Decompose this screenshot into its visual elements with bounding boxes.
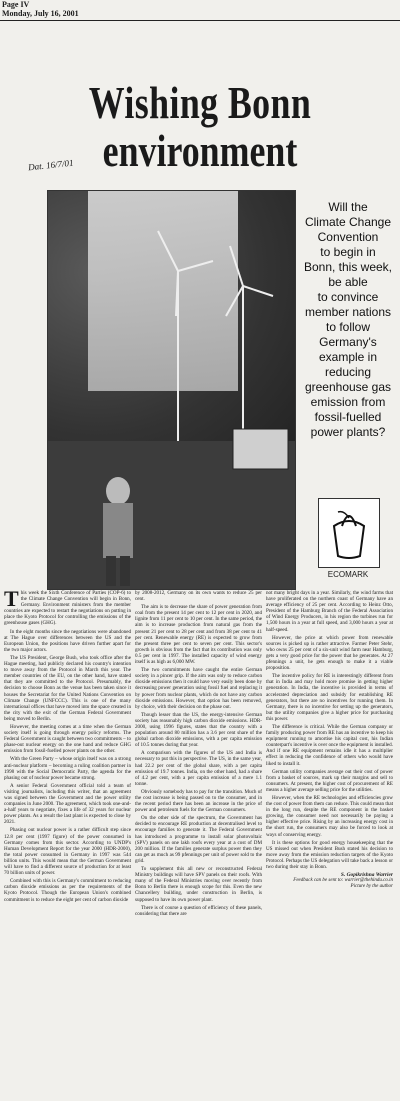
paragraph: Obviously somebody has to pay for the transition. Much of the cost increase is being passed on to the consumer, and in the recent period there has been an increase in the price of power and petroleum fuels for the German consumers. <box>135 788 262 814</box>
page-header <box>0 0 400 20</box>
pull-quote-line: reducing <box>324 365 372 379</box>
paragraph: The two commitments have caught the entire German society in a pincer grip. If the aim was only to reduce carbon dioxide emissions then it could have very easily been done by decreasing power generation using fossil fuel and replacing it by power from nuclear plants, which do not have any carbon dioxide emissions. However, that option has been removed, by choice, with their decision on the phase out. <box>135 667 262 710</box>
issue-date: Monday, July 16, 2001 <box>2 9 79 18</box>
pull-quote-line: power plants? <box>310 425 386 439</box>
handwritten-date-note: Dat. 16/7/01 <box>27 157 74 173</box>
ecomark-pot-icon <box>318 498 380 568</box>
paragraph: In the eight months since the negotiations were abandoned at The Hague over differences between the US and the European Union, the positions have driven further apart for the two major actors. <box>4 628 131 653</box>
paragraph: A comparison with the figures of the US and India is necessary to put this in perspective. The US, in the same year, had 22.2 per cent of the global share, with a per capita emission of 19.7 tonnes. India, on the other hand, had a share of 4.2 per cent, with a per capita emission of a mere 1.1 tonne. <box>135 750 262 787</box>
pull-quote-line: to follow <box>325 320 371 334</box>
paragraph: The difference is critical. While the German company or family producing power from RE has an incentive to keep his equipment running to amortise his capital cost, his Indian counterpart's incentive is over once the equipment is installed. And if one RE equipment remains idle it has a multiplier effect in reducing the confidence of others who would have liked to install it. <box>266 723 393 767</box>
wind-turbines-illustration <box>48 191 295 589</box>
pull-quote-line: member nations <box>304 305 392 319</box>
page-number: Page IV <box>2 0 30 9</box>
paragraph: With the Green Party – whose origin itself was on a strong anti-nuclear platform – becoming a ruling coalition partner in 1998 with the Social Democratic Party, the agenda for the phasing out of nuclear power became strong. <box>4 756 131 781</box>
paragraph: It is these options for good energy housekeeping that the US missed out when President Bush stated his decision to move away from the emission reduction targets of the Kyoto Protocol. Perhaps the US delegation will take back a lesson or two during their stay in Bonn. <box>266 839 393 871</box>
article-body <box>4 590 396 1098</box>
header-rule <box>0 20 400 21</box>
paragraph: Phasing out nuclear power is a rather difficult step since 12.8 per cent (1997 figure) of the power consumed in Germany comes from this sector. According to UNDP's Human Development Report for the year 2000 (HDR-2000), the total power consumed in Germany in 1997 was 544 billion units. This would mean that the German Government will have to find a different source of production for at least 70 billion units of power. <box>4 827 131 877</box>
feedback-line: Feedback can be sent to: warrier@thehindu.co.in <box>293 878 393 884</box>
pull-quote-line: Will the <box>328 200 368 214</box>
article-photo <box>47 190 296 590</box>
paragraph: On the other side of the spectrum, the Government has decided to encourage RE production at decentralised level to encourage families to generate it. The Federal Government has introduced a programme to install solar photovoltaic (SPV) panels on one lakh roofs every year at a cost of DM 200 million. If the families generate surplus power then they can get as much as 99 pfennings per unit of power sold to the grid. <box>135 815 262 864</box>
pull-quote-line: Germany's <box>319 335 377 349</box>
photo-credit: Picture by the author <box>350 884 393 890</box>
pull-quote-line: emission from <box>310 395 386 409</box>
paragraph <box>4 590 131 627</box>
paragraph: The US President, George Bush, who took office after the Hague meeting, had publicly declared his country's intention to move away from the Protocol in March this year. The member countries of the EU, on the other hand, have stated that they are committed to the Protocol. Presumably, the decision to choose Bonn as the venue has been taken since it houses the Secretariat for the United Nations Convention on Climate Change (UNFCCC). This is one of the many international offices that have moved into the space created in the city with the exit of the German Federal Government being moved to Berlin. <box>4 654 131 722</box>
paragraph: To supplement this all new or reconstructed Federal Ministry buildings will have SPV panels on their roofs. With many of the Federal Ministries moving over recently from Bonn to Berlin there is enough scope for this. Even the new Chancellery building, under construction in Berlin, is supposed to have its own power plant. <box>135 866 262 903</box>
pull-quote-line: greenhouse gas <box>304 380 392 394</box>
paragraph: There is of course a question of efficiency of these panels, considering that there are <box>135 904 262 917</box>
pull-quote-line: example in <box>318 350 378 364</box>
paragraph: However, the meeting comes at a time when the German society itself is going through energy policy reforms. The Federal Government is caught between two commitments – to phase-out nuclear energy on the one hand and reduce GHG emission from fossil-fuelled power plants on the other. <box>4 723 131 755</box>
paragraph-text: his week the Sixth Conference of Parties (COP-6) to the Climate Change Convention will begin in Bonn, Germany. Environment ministers from the member countries are expected to restart the negotiations on putting in place the Kyoto Protocol for controlling the emissions of the greenhouse gases (GHG). <box>4 590 131 627</box>
paragraph: not many bright days in a year. Similarly, the wind farms that have proliferated on the northern coast of Germany have an average efficiency of 25 per cent. According to Heinz Otto, President of the Hamburg Branch of the Federal Association of Wind Energy Producers, in his region the turbines run for 1,500 hours in a year at full speed, and 3,000 hours a year at half-speed. <box>266 590 393 633</box>
pull-quote-line: be able <box>328 275 368 289</box>
pull-quote-line: to begin in <box>320 245 376 259</box>
paragraph: The aim is to decrease the share of power generation from coal from the present 14 per cent to 12 per cent in 2020, and lignite from 11 per cent to 10 per cent. In the same period, the aim is to increase production from natural gas from the present 21 per cent to 28 per cent and from 38 per cent to 41 per cent. Renewable energy (RE) is expected to grow from the present three per cent to seven per cent. This sector's growth is obvious from the fact that its contribution was only 0.5 per cent in 1997. The installed capacity of wind energy itself is as high as 6,000 MW. <box>135 604 262 666</box>
paragraph: The incentive policy for RE is interestingly different from that in India and may hold more promise in getting higher generation. In India, the incentive is provided in terms of accelerated depreciation and subsidy for establishing RE generators, but there are no incentives for running them. In Germany, there is no incentive for setting up the generators, but the utility companies give a higher price for purchasing this power. <box>266 673 393 722</box>
paragraph: by 2008-2012, Germany on its own wants to reduce 25 per cent. <box>135 590 262 603</box>
pull-quote-line: fossil-fuelled <box>314 410 382 424</box>
paragraph: German utility companies average out their cost of power from a basket of sources, mark up their margins and sell to consumers. At present, the higher cost of procurement of RE means a higher average selling price for the utilities. <box>266 768 393 793</box>
pull-quote <box>296 200 400 440</box>
headline-line-2: environment <box>102 125 298 176</box>
pull-quote-line: Bonn, this week, <box>303 260 393 274</box>
pull-quote-line: Convention <box>317 230 379 244</box>
paragraph: A senior Federal Government official told a team of visiting journalists, including this writer, that an agreement was signed between the Government and the power utility companies in June 2000. The agreement, which took one-and-a-half years to negotiate, fixes a life of 32 years for nuclear power plants. As a result the last plant is expected to close by 2021. <box>4 782 131 826</box>
article-column-2 <box>135 590 262 1098</box>
paragraph: Combined with this is Germany's commitment to reducing carbon dioxide emissions as per the requirements of the Kyoto Protocol. Though the European Union's combined commitment is to reduce the eight per cent of carbon dioxide <box>4 878 131 903</box>
pull-quote-line: Climate Change <box>304 215 392 229</box>
ecomark-caption: ECOMARK <box>327 570 369 579</box>
pull-quote-line: to convince <box>317 290 379 304</box>
paragraph: However, the price at which power from renewable sources is picked up is rather attractive. Farmer Peter Stehr, who owns 25 per cent of a six-unit wind farm near Hamburg, gets a very good price for the power that he generates. At 27 pfennings a unit, he gets enough to make it a viable proposition. <box>266 634 393 672</box>
headline-line-1: Wishing Bonn <box>88 77 312 128</box>
paragraph: However, when the RE technologies and efficiencies grow the cost of power from them can reduce. This could mean that in the long run, despite the RE component in the basket growing, the consumer need not necessarily be paying a higher effective price. Rising by an increasing energy cost in the short run, the consumers may also be forced to look at ways of conserving energy. <box>266 795 393 838</box>
article-column-1 <box>4 590 131 1098</box>
drop-cap: T <box>4 590 19 611</box>
paragraph: Though lesser than the US, the energy-intensive German society has reasonably high carbon dioxide emissions. HDR-2000, using 1996 figures, states that the country with a population around 80 million has a 3.6 per cent share of the global carbon dioxide emissions, with a per capita emission of 10.5 tonnes during that year. <box>135 711 262 749</box>
ecomark-logo <box>318 498 378 580</box>
byline: S. Gopikrishna Warrier <box>340 872 393 879</box>
article-column-3 <box>266 590 393 1098</box>
